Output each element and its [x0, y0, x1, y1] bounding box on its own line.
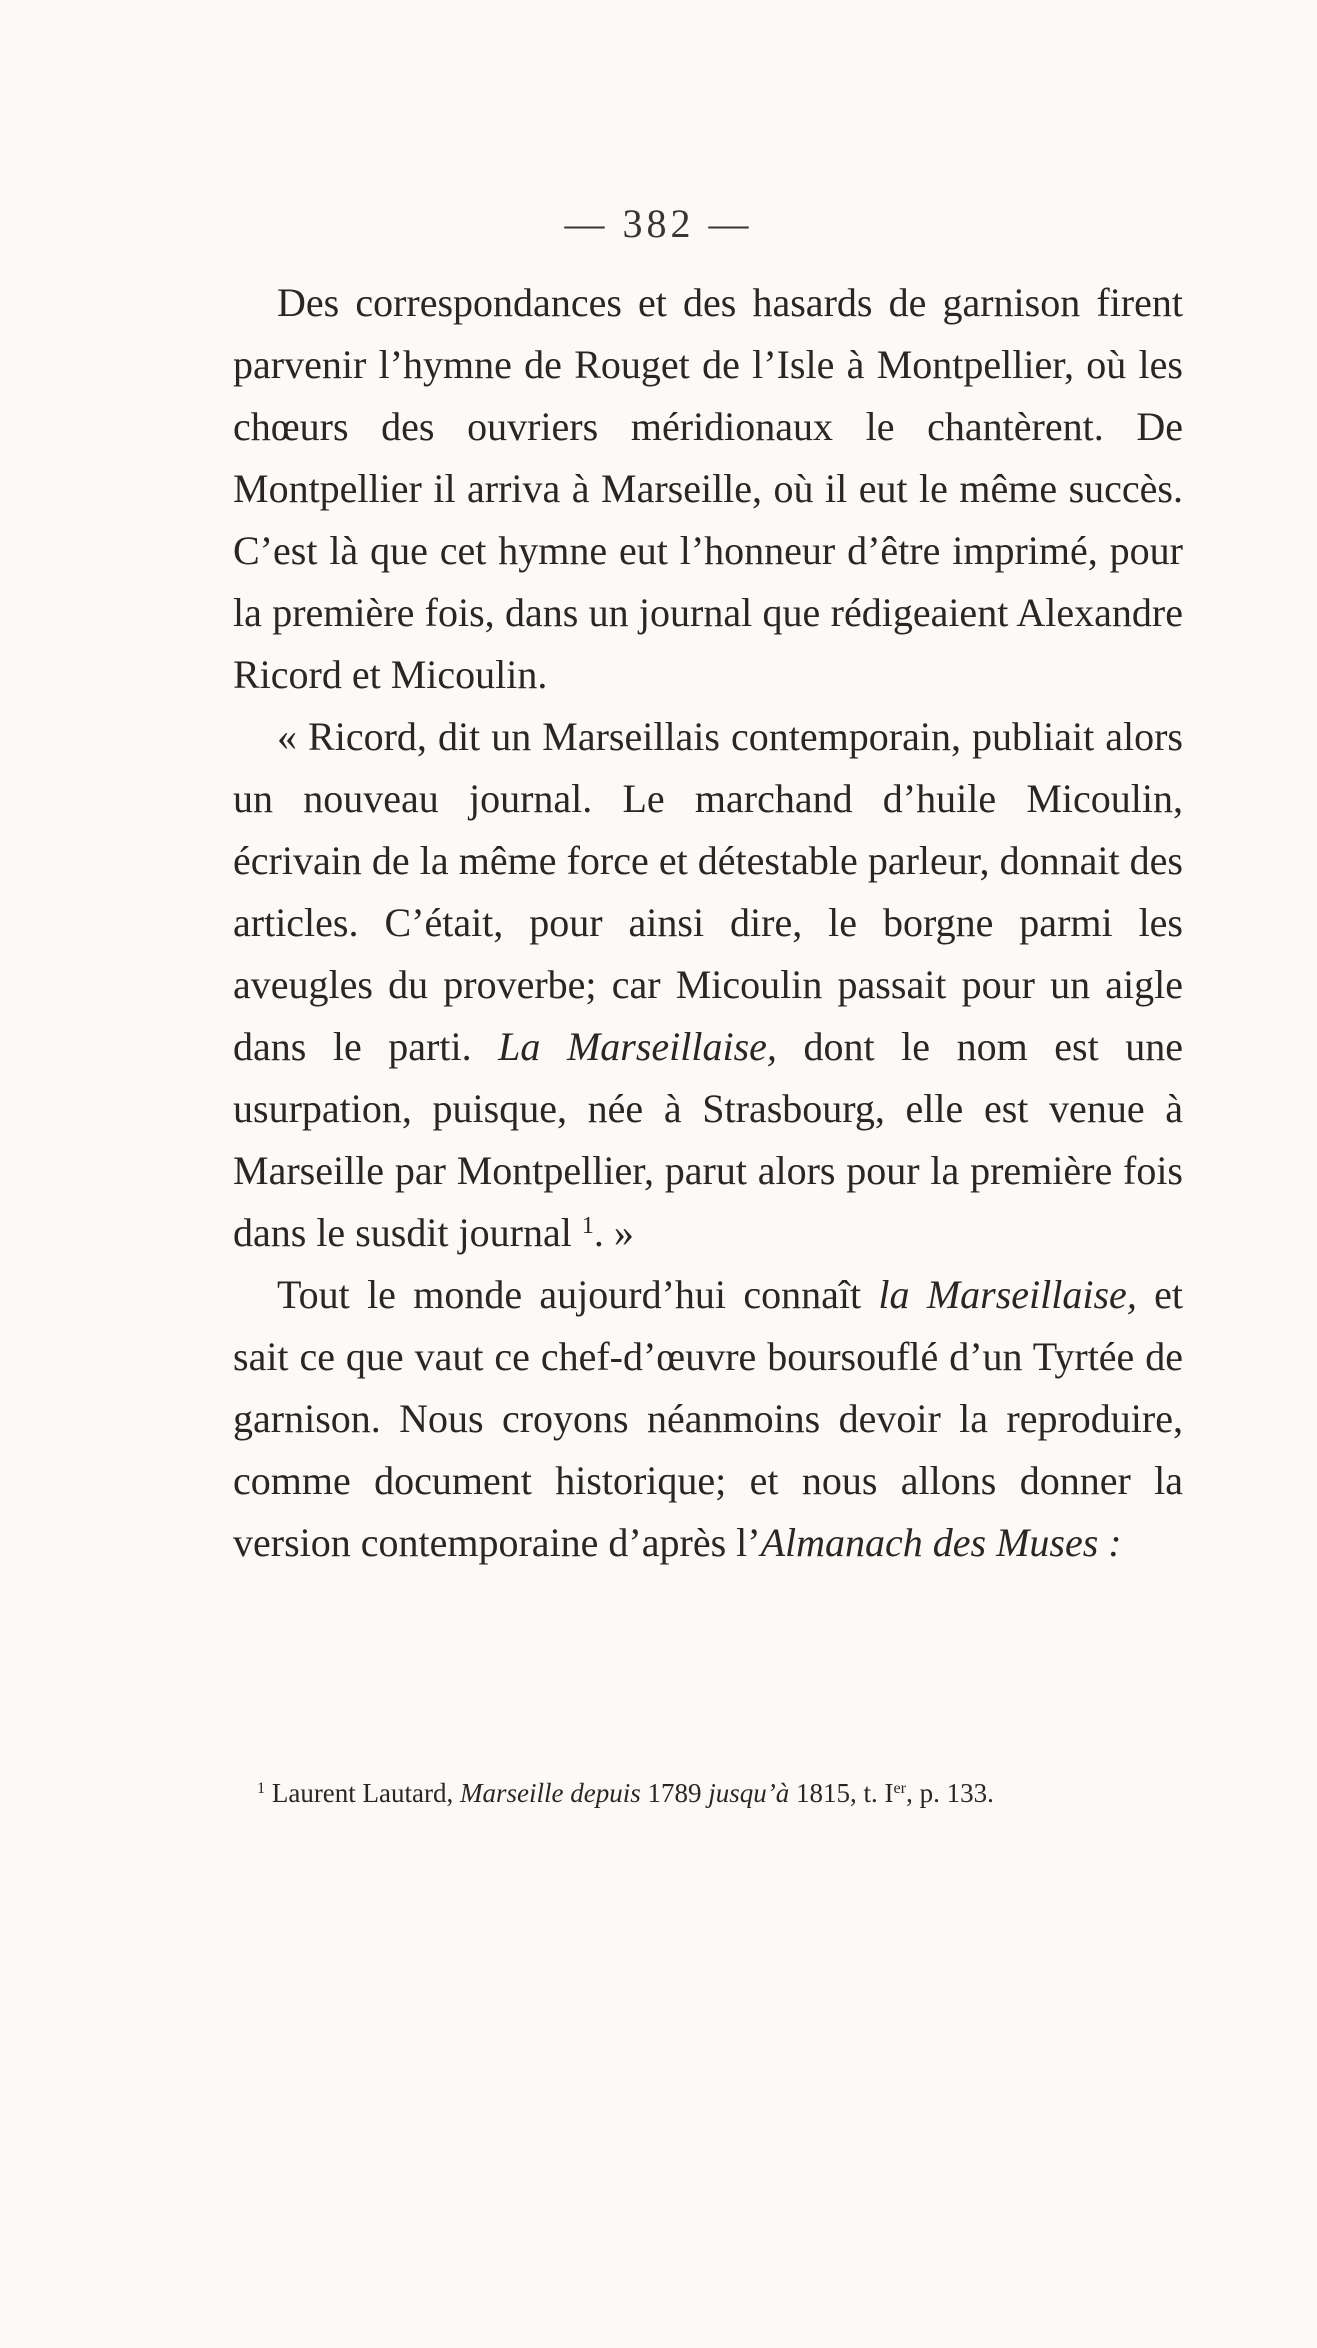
- footnote-italic-a: Marseille depuis: [460, 1778, 641, 1808]
- footnote-text-d: , p. 133.: [906, 1778, 994, 1808]
- paragraph-3: [233, 1264, 1183, 1574]
- paragraph-1: Des correspondances et des hasards de garnison firent parvenir l’hymne de Rouget de l’Isle à Montpellier, où les chœurs des ouvriers méridionaux le chantèrent. De Montpellier il arriva à Marseille, où il eut le même succès. C’est là que cet hymne eut l’honneur d’être imprimé, pour la première fois, dans un journal que rédigeaient Alexandre Ricord et Micoulin.: [233, 280, 1183, 697]
- paragraph-3-italic-a: la Marseillaise,: [878, 1272, 1137, 1317]
- footnote-marker: 1: [257, 1779, 266, 1798]
- paragraph-2-text-c: . »: [593, 1210, 634, 1255]
- body-text: [233, 272, 1183, 1574]
- footnote-text-b: 1789: [640, 1778, 709, 1808]
- paragraph-2-text-b: dont le nom est une usurpation, puisque, née à Strasbourg, elle est venue à Marseille par Montpellier, parut alors pour la première fois dans le susdit journal: [233, 1024, 1183, 1255]
- footnote-reference: 1: [581, 1212, 594, 1239]
- footnote-superscript: er: [893, 1779, 907, 1798]
- footnote: [233, 1773, 1183, 1813]
- paragraph-3-italic-b: Almanach des Muses :: [760, 1520, 1122, 1565]
- paragraph-2: [233, 706, 1183, 1264]
- footnote-italic-b: jusqu’à: [708, 1778, 790, 1808]
- paragraph-3-text-a: Tout le monde aujourd’hui connaît: [277, 1272, 879, 1317]
- page-number: — 382 —: [564, 201, 753, 246]
- paragraph-3-text-b: et sait ce que vaut ce chef-d’œuvre boursouflé d’un Tyrtée de garnison. Nous croyons néanmoins devoir la reproduire, comme document historique; et nous allons donner la version contemporaine d’après l’: [233, 1272, 1183, 1565]
- footnote-text-c: 1815, t. I: [789, 1778, 894, 1808]
- footnote-text-a: Laurent Lautard,: [265, 1778, 460, 1808]
- paragraph-2-text-a: « Ricord, dit un Marseillais contemporain, publiait alors un nouveau journal. Le marchand d’huile Micoulin, écrivain de la même force et détestable parleur, donnait des articles. C’était, pour ainsi dire, le borgne parmi les aveugles du proverbe; car Micoulin passait pour un aigle dans le parti.: [233, 714, 1183, 1069]
- paragraph-2-italic: La Marseillaise,: [498, 1024, 777, 1069]
